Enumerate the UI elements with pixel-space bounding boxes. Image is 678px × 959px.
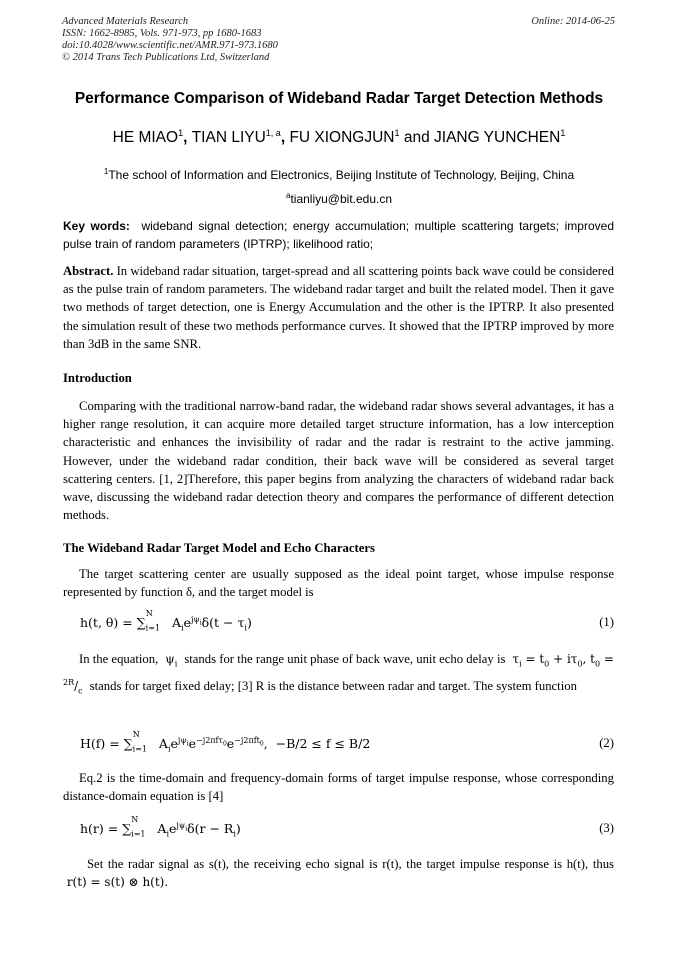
equation-2-number: (2)	[599, 736, 614, 750]
issn-line: ISSN: 1662-8985, Vols. 971-973, pp 1680-1683	[62, 28, 262, 39]
convolution-text: Set the radar signal as s(t), the receiving echo signal is r(t), the target impulse response is h(t), thus	[87, 857, 614, 871]
explanation-text: stands for the range unit phase of back wave, unit echo delay is	[184, 652, 506, 666]
equation-1-explanation	[63, 650, 614, 700]
journal-name: Advanced Materials Research	[62, 16, 189, 27]
abstract	[63, 262, 614, 353]
paper-title: Performance Comparison of Wideband Radar Target Detection Methods	[74, 90, 604, 107]
author-list: HE MIAO$^1$, TIAN LIYU$^{1, a}$, FU XIONGJUN$^1$ and JIANG YUNCHEN$^1$	[112, 128, 566, 147]
model-paragraph: The target scattering center are usually supposed as the ideal point target, whose impulse response represented by function δ, and the target model is	[63, 567, 614, 600]
keywords-label: Key words:	[63, 219, 130, 233]
copyright-line: © 2014 Trans Tech Publications Ltd, Switzerland	[62, 52, 270, 63]
author-sup: 1	[560, 128, 566, 138]
equation-2	[80, 730, 614, 754]
author-name: HE MIAO	[112, 129, 179, 147]
introduction-paragraph: Comparing with the traditional narrow-band radar, the wideband radar shows several advantages, it has a higher range resolution, it can acquire more detailed target structure information, has a low interception characteristic and enhances the invisibility of radar and the radar is restraint to the active jamming. However, under the wideband radar condition, their back wave will be considered as several target scattering centers. [1, 2]Therefore, this paper begins from analyzing the characters of wideband radar back wave, discussing the wideband radar detection theory and compares the performance of different detection methods.	[63, 399, 614, 523]
equation-2-formula: $H(f) = \sum_{i=1}$ N $A_ie^{j\psi_i}e^{-j2\pi f\tau_0}e^{-j2\pi ft_0}$, −B/2 ≤ f ≤ B/2	[80, 730, 371, 754]
equation-3	[80, 815, 614, 839]
abstract-text: In wideband radar situation, target-spread and all scattering points back wave could be considered as the pulse train of random parameters. The wideband radar target and built the related model. Then it gave two methods of target detection, one is Energy Accumulation and the other is the IPTRP. It also presented the simulation result of these two methods performance curves. It showed that the IPTRP improved by more than 3dB in the same SNR.	[63, 264, 614, 351]
journal-header	[62, 16, 278, 64]
author-and: and	[403, 129, 430, 147]
author-name: JIANG YUNCHEN	[434, 129, 561, 147]
online-date: Online: 2014-06-25	[531, 16, 615, 27]
author-name: FU XIONGJUN	[289, 129, 395, 147]
tau-definition: $\tau_i = t_0 + i\tau_0$, $t_0 = ^{2R}/_c$	[63, 652, 614, 695]
email-text: tianliyu@bit.edu.cn	[290, 192, 393, 206]
keywords-text: wideband signal detection; energy accumulation; multiple scattering targets; improved pulse train of random parameters (IPTRP); likelihood ratio;	[63, 219, 614, 251]
email-sup: a	[285, 191, 291, 200]
author-name: TIAN LIYU	[191, 129, 266, 147]
abstract-label: Abstract.	[63, 264, 114, 278]
author-sup: 1, a	[265, 128, 281, 138]
affiliation	[0, 167, 678, 182]
explanation-text: In the equation,	[79, 652, 159, 666]
psi-symbol: $\psi_i$	[161, 652, 178, 669]
convolution-formula: r(t) = s(t) ⊗ h(t).	[63, 875, 169, 890]
equation-3-formula: $h(r) = \sum_{i=1}$ N $A_ie^{j\psi_i}\delta(r - R_i)$	[80, 815, 241, 839]
contact-email	[0, 191, 678, 206]
equation-3-number: (3)	[599, 821, 614, 835]
keywords	[63, 217, 614, 253]
section-heading-model: The Wideband Radar Target Model and Echo Characters	[63, 541, 375, 555]
equation-1	[80, 609, 614, 633]
equation-2-explanation: Eq.2 is the time-domain and frequency-domain forms of target impulse response, whose corresponding distance-domain equation is [4]	[63, 771, 614, 804]
convolution-paragraph	[63, 855, 614, 891]
explanation-text: stands for target fixed delay; [3] R is the distance between radar and target. The system function	[89, 678, 577, 693]
doi-line: doi:10.4028/www.scientific.net/AMR.971-973.1680	[62, 40, 278, 51]
affiliation-text: The school of Information and Electronics, Beijing Institute of Technology, Beijing, China	[108, 168, 575, 182]
author-sup: 1	[394, 128, 400, 138]
affiliation-sup: 1	[103, 167, 109, 176]
equation-1-number: (1)	[599, 615, 614, 629]
section-heading-introduction: Introduction	[63, 371, 132, 385]
author-sup: 1	[178, 128, 184, 138]
equation-1-formula: h(t, $\theta) = \sum_{i=1}$ N $A_ie^{j\psi_i}\delta(t - \tau_i)$	[80, 609, 252, 633]
